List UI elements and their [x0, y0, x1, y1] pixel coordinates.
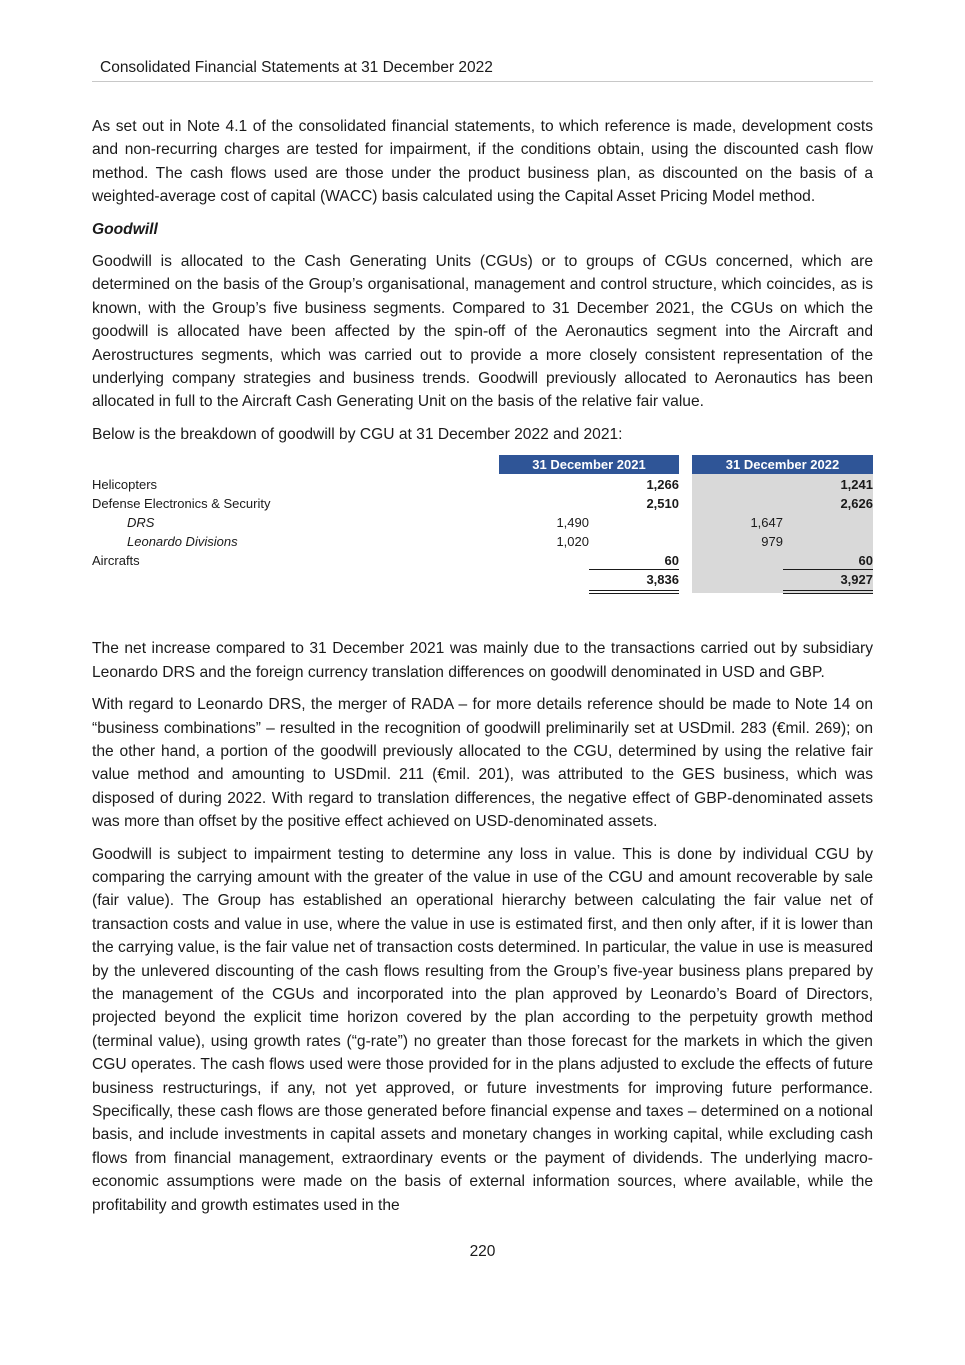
value-2021: 1,266	[646, 477, 679, 493]
section-heading-goodwill: Goodwill	[92, 220, 158, 238]
total-rule-2021-bottom	[589, 593, 679, 594]
goodwill-by-cgu-table	[92, 455, 873, 603]
row-label: Defense Electronics & Security	[92, 496, 271, 512]
value-2022: 1,241	[840, 477, 873, 493]
paragraph-impairment-testing: Goodwill is subject to impairment testing to determine any loss in value. This is done by individual CGU by comparing the carrying amount with the greater of the value in use of the CGU and amount recoverable by sale (fair value). The Group has established an operational hierarchy between calculating the fair value net of transaction costs and value in use, where the value in use is estimated first, and then only after, if it is lower than the carrying value, is the fair value net of transaction costs determined. In particular, the value in use is measured by the unlevered discounting of the cash flows resulting from the Group’s five-year business plans prepared by the management of the CGUs and incorporated into the plan approved by Leonardo’s Board of Directors, projected beyond the explicit time horizon covered by the plan according to the perpetuity growth method (terminal value), using growth rates (“g-rate”) no greater than those forecast for the markets in which the given CGU operates. The cash flows used were those provided for in the plans adjusted to exclude the effects of future business restructurings, if any, not yet approved, or future investments for improving future performance. Specifically, these cash flows are those generated before financial expense and taxes – determined on a notional basis, and include investments in capital assets and monetary changes in working capital, while excluding cash flows from financial management, extraordinary events or the payment of dividends. The underlying macro-economic assumptions were made on the basis of external information sources, where available, while the profitability and growth estimates used in the	[92, 845, 873, 1214]
total-2021: 3,836	[646, 572, 679, 588]
table-row	[92, 475, 873, 494]
row-label: DRS	[127, 515, 155, 531]
row-label: Helicopters	[92, 477, 158, 493]
total-2022: 3,927	[840, 572, 873, 588]
page-number: 220	[469, 1243, 496, 1260]
table-row-total	[92, 570, 873, 589]
paragraph-net-increase: The net increase compared to 31 December 2021 was mainly due to the transactions carried out by subsidiary Leonardo DRS and the foreign currency translation differences on goodwill denominated in USD and GBP.	[92, 640, 873, 681]
table-row	[92, 494, 873, 513]
paragraph-goodwill-allocation: Goodwill is allocated to the Cash Generating Units (CGUs) or to groups of CGUs concerned, which are determined on the basis of the Group’s organisational, management and control structure, which coincides, as is known, with the Group’s five business segments. Compared to 31 December 2021, the CGUs on which the goodwill is allocated have been affected by the spin-off of the Aeronautics segment into the Aircraft and Aerostructures segments, which was carried out to provide a more closely consistent representation of the underlying company strategies and business trends. Goodwill previously allocated to Aeronautics has been allocated in full to the Aircraft Cash Generating Unit on the basis of the relative fair value.	[92, 253, 873, 411]
header-divider	[92, 81, 873, 82]
row-label: Leonardo Divisions	[127, 534, 238, 550]
column-header-2021: 31 December 2021	[499, 455, 679, 474]
table-row	[92, 513, 873, 532]
value-2022: 1,647	[750, 515, 783, 531]
row-label: Aircrafts	[92, 553, 140, 569]
value-2021: 1,020	[556, 534, 589, 550]
paragraph-breakdown-intro: Below is the breakdown of goodwill by CGU at 31 December 2022 and 2021:	[92, 425, 623, 443]
table-row	[92, 532, 873, 551]
paragraph-leonardo-drs: With regard to Leonardo DRS, the merger of RADA – for more details reference should be made to Note 14 on “business combinations” – resulted in the recognition of goodwill preliminarily set at USDmil. 283 (€mil. 269); on the other hand, a portion of the goodwill previously allocated to the CGU, determined by using the relative fair value method and amounting to USDmil. 211 (€mil. 201), was attributed to the GES business, which was disposed of during 2022. With regard to translation differences, the negative effect of GBP-denominated assets was more than offset by the positive effect achieved on USD-denominated assets.	[92, 696, 873, 831]
total-rule-2022-bottom	[783, 593, 873, 594]
column-header-2022: 31 December 2022	[692, 455, 873, 474]
value-2021: 60	[664, 553, 679, 569]
paragraph-impairment-intro: As set out in Note 4.1 of the consolidated financial statements, to which reference is made, development costs and non-recurring charges are tested for impairment, if the conditions obtain, using the discounted cash flow method. The cash flows used are those under the product business plan, as discounted on the basis of a weighted-average cost of capital (WACC) basis calculated using the Capital Asset Pricing Model method.	[92, 118, 873, 206]
value-2021: 1,490	[556, 515, 589, 531]
page-header: Consolidated Financial Statements at 31 December 2022	[100, 59, 493, 76]
value-2022: 2,626	[840, 496, 873, 512]
page-body	[92, 115, 873, 1226]
value-2021: 2,510	[646, 496, 679, 512]
total-rule-2022-top	[783, 590, 873, 591]
table-row	[92, 551, 873, 570]
value-2022: 979	[761, 534, 783, 550]
total-rule-2021-top	[589, 590, 679, 591]
value-2022: 60	[858, 553, 873, 569]
